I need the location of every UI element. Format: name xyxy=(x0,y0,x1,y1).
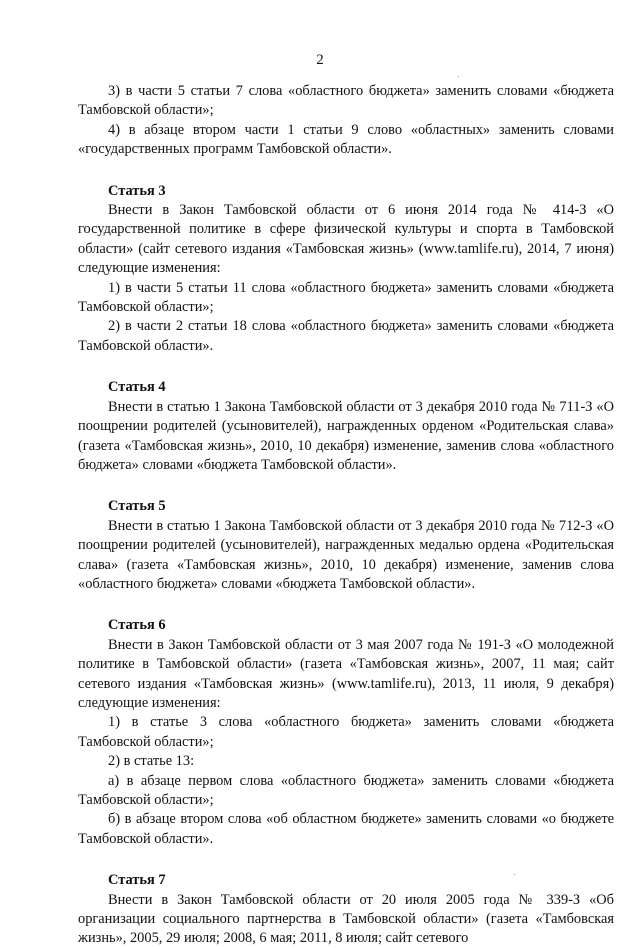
paragraph: 3) в части 5 статьи 7 слова «областного бюджета» заменить словами «бюджета Тамбовской области»; xyxy=(78,83,614,119)
paragraph: 2) в части 2 статьи 18 слова «областного бюджета» заменить словами «бюджета Тамбовской области». xyxy=(78,318,614,354)
scan-speck xyxy=(514,874,515,875)
article-heading: Статья 7 xyxy=(108,872,166,889)
paragraph: Внести в Закон Тамбовской области от 20 июля 2005 года № 339-З «Об организации социального партнерства в Тамбовской области» (газета «Тамбовская жизнь», 2005, 29 июля; 2008, 6 мая; 2011, 8 июля; сайт сетевого xyxy=(78,891,614,947)
article-heading: Статья 6 xyxy=(108,617,166,634)
page-number: 2 xyxy=(316,52,324,68)
paragraph: Внести в Закон Тамбовской области от 6 июня 2014 года № 414-З «О государственной политике в сфере физической культуры и спорта в Тамбовской области» (сайт сетевого издания «Тамбовская жизнь» (www.tamlife.ru), 2014, 7 июня) следующие изменения: xyxy=(78,202,614,277)
paragraph: 1) в части 5 статьи 11 слова «областного бюджета» заменить словами «бюджета Тамбовской области»; xyxy=(78,279,614,316)
article-heading: Статья 4 xyxy=(108,379,166,396)
scan-speck xyxy=(458,76,459,77)
paragraph: 1) в статье 3 слова «областного бюджета» заменить словами «бюджета Тамбовской области»; xyxy=(78,714,614,750)
article-heading: Статья 3 xyxy=(108,182,166,199)
paragraph: 4) в абзаце втором части 1 статьи 9 слово «областных» заменить словами «государственных программ Тамбовской области». xyxy=(78,121,614,158)
paragraph: 2) в статье 13: xyxy=(108,753,195,770)
paragraph: б) в абзаце втором слова «об областном бюджете» заменить словами «о бюджете Тамбовской области». xyxy=(78,811,614,847)
paragraph: Внести в Закон Тамбовской области от 3 мая 2007 года № 191-З «О молодежной политике в Тамбовской области» (газета «Тамбовская жизнь», 2007, 11 мая; сайт сетевого издания «Тамбовская жизнь» (www.tamlife.ru), 2013, 11 июля, 9 декабря) следующие изменения: xyxy=(78,636,614,711)
paragraph: а) в абзаце первом слова «областного бюджета» заменить словами «бюджета Тамбовской области»; xyxy=(78,772,614,808)
paragraph: Внести в статью 1 Закона Тамбовской области от 3 декабря 2010 года № 711-З «О поощрении родителей (усыновителей), награжденных орденом «Родительская слава» (газета «Тамбовская жизнь», 2010, 10 декабря) изменение, заменив слова «областного бюджета» словами «бюджета Тамбовской области». xyxy=(78,398,614,473)
paragraph: Внести в статью 1 Закона Тамбовской области от 3 декабря 2010 года № 712-З «О поощрении родителей (усыновителей), награжденных медалью ордена «Родительская слава» (газета «Тамбовская жизнь», 2010, 10 декабря) изменение, заменив слова «областного бюджета» словами «бюджета Тамбовской области». xyxy=(78,517,614,592)
article-heading: Статья 5 xyxy=(108,498,166,515)
document-body xyxy=(78,82,614,949)
